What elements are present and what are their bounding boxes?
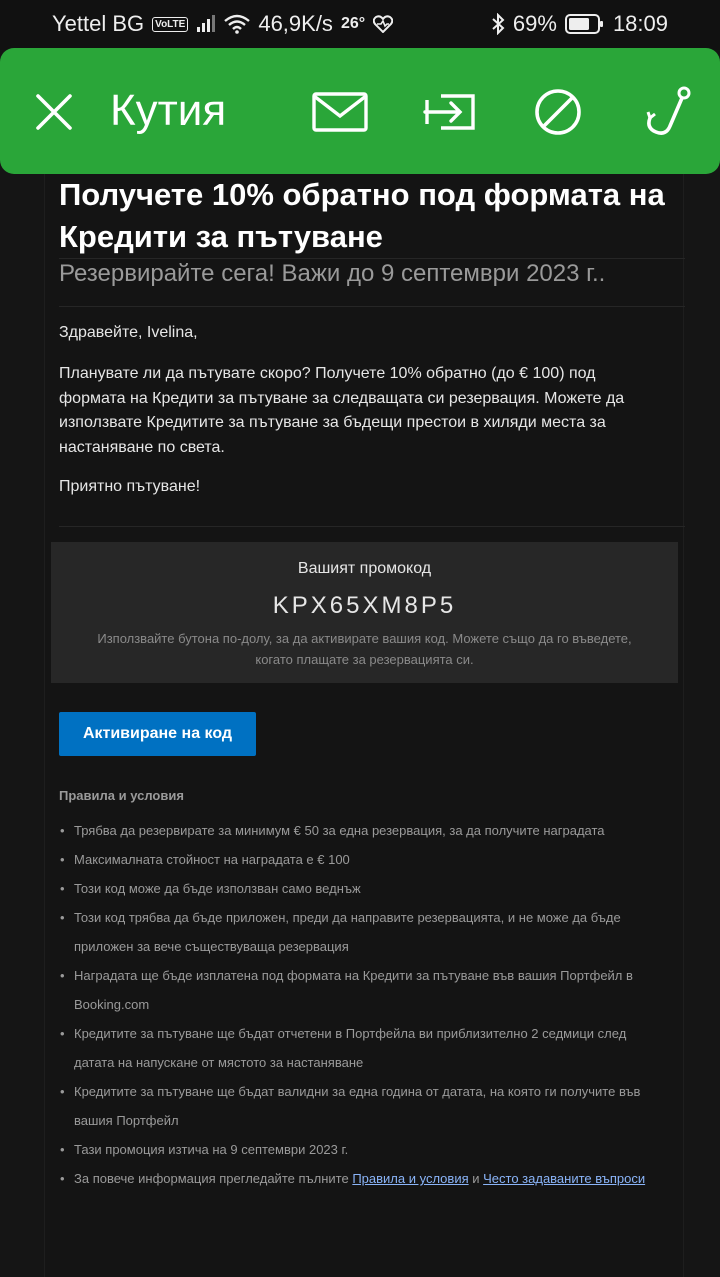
wifi-icon bbox=[224, 14, 250, 34]
block-icon bbox=[533, 87, 583, 137]
list-item: • Този код може да бъде използван само веднъж bbox=[59, 874, 659, 903]
list-item: • Кредитите за пътуване ще бъдат валидни за една година от датата, на която ги получите във вашия Портфейл bbox=[59, 1077, 659, 1135]
terms-more-prefix: За повече информация прегледайте пълните bbox=[74, 1171, 353, 1186]
status-bar bbox=[0, 0, 720, 50]
folder-title: Кутия bbox=[110, 86, 227, 135]
network-speed: 46,9K/s bbox=[258, 11, 333, 36]
list-item: • Трябва да резервирате за минимум € 50 за една резервация, за да получите наградата bbox=[59, 816, 659, 845]
email-subline: Резервирайте сега! Важи до 9 септември 2023 г.. bbox=[59, 260, 606, 287]
battery-percent: 69% bbox=[512, 11, 557, 36]
list-item: • Максималната стойност на наградата е € 100 bbox=[59, 845, 659, 874]
mark-unread-button[interactable] bbox=[310, 82, 370, 142]
list-item: • Тази промоция изтича на 9 септември 2023 г. bbox=[59, 1135, 659, 1164]
block-sender-button[interactable] bbox=[528, 82, 588, 142]
promo-code: KPX65XM8P5 bbox=[272, 592, 457, 619]
battery-icon bbox=[565, 13, 605, 35]
divider bbox=[59, 526, 685, 527]
promo-note: Използвайте бутона по-долу, за да активирате вашия код. Можете също да го въведете, когато плащате за резервацията си. bbox=[97, 631, 632, 667]
promo-label: Вашият промокод bbox=[297, 560, 432, 577]
faq-link[interactable]: Често задаваните въпроси bbox=[483, 1171, 646, 1186]
temperature: 26° bbox=[340, 15, 366, 32]
carrier-name: Yettel BG bbox=[52, 11, 145, 36]
closing: Приятно пътуване! bbox=[59, 478, 201, 495]
email-paragraph: Планувате ли да пътувате скоро? Получете 10% обратно (до € 100) под формата на Кредити за пътуване за следващата си резервация. Можете да използвате Кредитите за пътуване за бъдещи престои в хиляди места за настаняване по света. bbox=[59, 365, 625, 456]
move-to-folder-icon bbox=[421, 90, 479, 134]
fish-hook-icon bbox=[640, 86, 692, 138]
report-phishing-button[interactable] bbox=[636, 82, 696, 142]
mail-toolbar bbox=[0, 48, 720, 174]
health-heart-icon bbox=[373, 15, 393, 33]
terms-more-middle: и bbox=[468, 1171, 484, 1186]
move-button[interactable] bbox=[420, 82, 480, 142]
divider bbox=[59, 306, 685, 307]
clock: 18:09 bbox=[612, 11, 668, 36]
volte-badge: VoLTE bbox=[152, 17, 188, 32]
activate-code-button[interactable]: Активиране на код bbox=[59, 712, 256, 756]
divider bbox=[59, 258, 685, 259]
envelope-icon bbox=[311, 90, 369, 134]
terms-title: Правила и условия bbox=[59, 788, 184, 803]
list-item: • Кредитите за пътуване ще бъдат отчетени в Портфейла ви приблизително 2 седмици след датата на напускане от мястото за настаняване bbox=[59, 1019, 659, 1077]
close-icon bbox=[34, 92, 74, 132]
close-button[interactable] bbox=[24, 82, 84, 142]
terms-conditions-link[interactable]: Правила и условия bbox=[352, 1171, 469, 1186]
signal-icon bbox=[196, 15, 216, 33]
terms-list bbox=[59, 816, 659, 1193]
email-headline: Получете 10% обратно под формата на Кредити за пътуване bbox=[59, 177, 665, 254]
promo-code-box bbox=[51, 542, 678, 683]
bluetooth-icon bbox=[491, 13, 505, 35]
email-body bbox=[44, 174, 684, 1277]
greeting: Здравейте, Ivelina, bbox=[59, 324, 198, 341]
list-item: • Този код трябва да бъде приложен, преди да направите резервацията, и не може да бъде приложен за вече съществуваща резервация bbox=[59, 903, 659, 961]
list-item bbox=[59, 1164, 659, 1193]
list-item: • Наградата ще бъде изплатена под формата на Кредити за пътуване във вашия Портфейл в Booking.com bbox=[59, 961, 659, 1019]
